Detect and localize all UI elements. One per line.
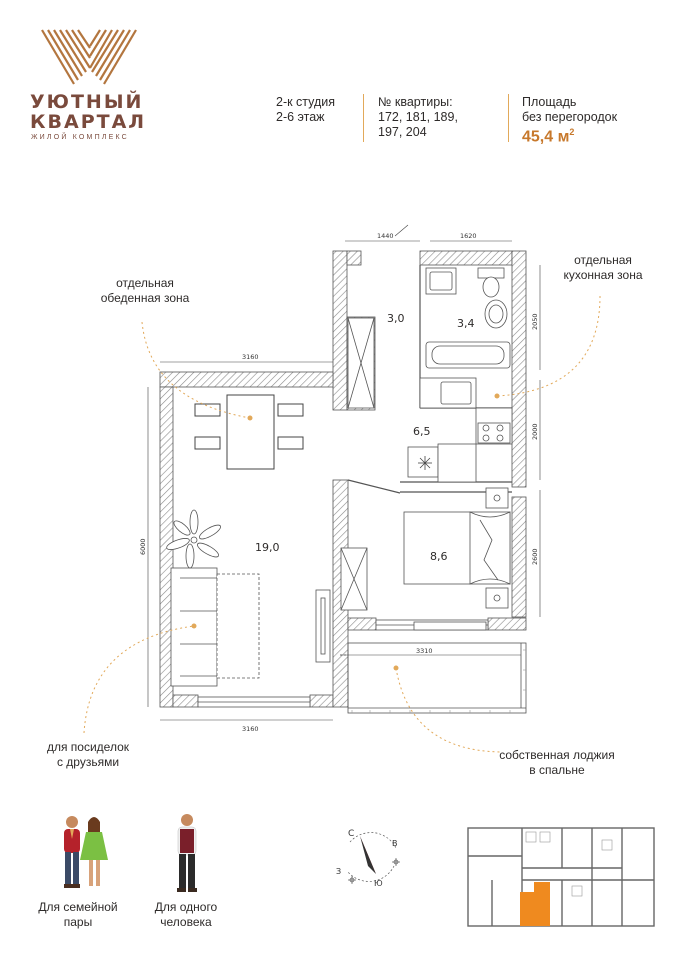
room-area-corridor: 3,0: [387, 312, 405, 325]
room-area-bedroom: 8,6: [430, 550, 448, 563]
note-friends: [26, 740, 150, 770]
room-area-bathroom: 3,4: [457, 317, 475, 330]
apartment-floors: 2-6 этаж: [276, 110, 325, 124]
dim-right-mid: 2000: [531, 423, 539, 440]
dim-loggia: 3310: [416, 647, 433, 655]
plant-icon: [165, 510, 222, 568]
compass-north: С: [348, 829, 355, 839]
note-dining-line1: отдельная: [116, 276, 174, 290]
logo-subtitle: ЖИЛОЙ КОМПЛЕКС: [31, 134, 129, 141]
room-area-kitchen: 6,5: [413, 425, 431, 438]
note-friends-line2: с друзьями: [56, 755, 120, 769]
dining-table: [195, 395, 303, 469]
apartment-numbers-line1: 172, 181, 189,: [378, 110, 458, 124]
dim-right-bottom: 2600: [531, 548, 539, 565]
note-dining: [80, 276, 210, 306]
dim-living-top: 3160: [242, 353, 259, 361]
dim-left: 6000: [139, 538, 147, 555]
logo-title-line1: УЮТНЫЙ: [30, 91, 144, 113]
dim-top-right: 1620: [460, 232, 477, 240]
compass-south: Ю: [374, 879, 383, 888]
apartment-numbers-label: № квартиры:: [378, 95, 453, 109]
compass-icon: [330, 822, 410, 892]
audience-couple: [20, 900, 136, 930]
dim-right-top: 2050: [531, 313, 539, 330]
note-kitchen-line2: кухонная зона: [563, 268, 643, 282]
loggia-railing: [352, 650, 526, 713]
logo-title-line2: КВАРТАЛ: [30, 111, 147, 133]
compass-west: З: [336, 867, 342, 876]
compass-east: В: [392, 839, 398, 848]
audience-couple-line1: Для семейной: [38, 900, 118, 914]
note-loggia-line1: собственная лоджия: [499, 748, 615, 762]
audience-single: [136, 900, 236, 930]
dim-top-left: 1440: [377, 232, 394, 240]
note-dining-line2: обеденная зона: [100, 291, 190, 305]
note-loggia: [477, 748, 637, 778]
area-value: 45,4 м: [522, 128, 570, 146]
audience-couple-line2: пары: [63, 915, 93, 929]
note-kitchen-line1: отдельная: [574, 253, 632, 267]
dim-living-bottom: 3160: [242, 725, 259, 733]
bed: [404, 488, 510, 630]
apartment-type-line1: 2-к студия: [276, 95, 336, 109]
note-loggia-line2: в спальне: [529, 763, 585, 777]
snowflake-icon: [418, 456, 432, 470]
audience-single-line2: человека: [160, 915, 212, 929]
audience-single-line1: Для одного: [154, 900, 218, 914]
loggia: [340, 643, 526, 713]
apartment-numbers-line2: 197, 204: [378, 125, 427, 139]
key-plan: [462, 820, 662, 930]
area-label-line1: Площадь: [522, 95, 577, 109]
room-area-living: 19,0: [255, 541, 280, 554]
note-kitchen: [538, 253, 668, 283]
area-label-line2: без перегородок: [522, 110, 618, 124]
couple-icon: [50, 814, 120, 894]
note-friends-line1: для посиделок: [46, 740, 130, 754]
key-plan-highlight: [520, 892, 550, 926]
single-person-icon: [172, 812, 202, 896]
area-unit-sup: 2: [569, 127, 575, 137]
